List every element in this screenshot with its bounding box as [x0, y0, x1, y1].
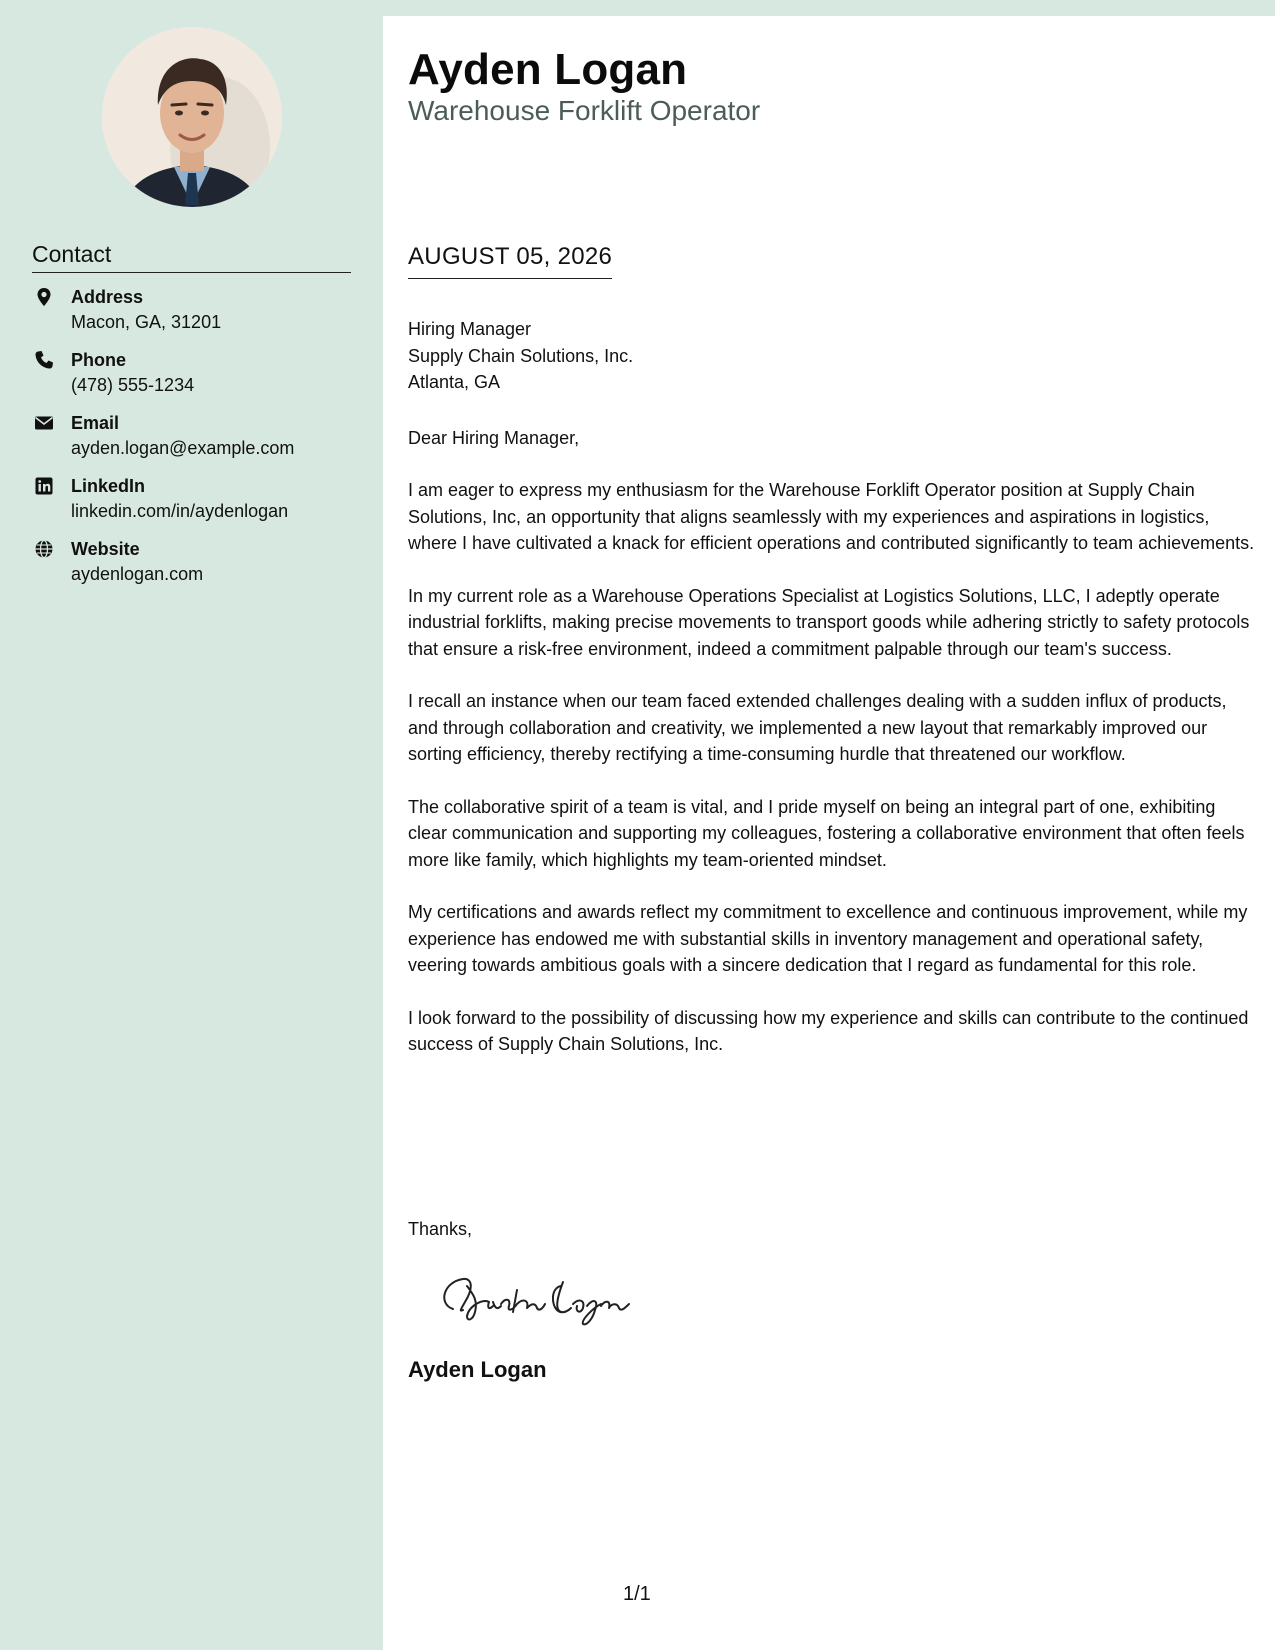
contact-label: Phone [71, 350, 127, 370]
paragraph: My certifications and awards reflect my commitment to excellence and continuous improvement, while my experience has endowed me with substantial skills in inventory management and operational safety, veering towards ambitious goals with a sincere dedication that I regard as fundamental for this role. [408, 902, 1248, 975]
contact-label: Email [71, 413, 120, 433]
paragraph: I am eager to express my enthusiasm for the Warehouse Forklift Operator position at Supply Chain Solutions, Inc, an opportunity that aligns seamlessly with my experiences and aspirations in logistics, where I have cultivated a knack for efficient operations and contributed significantly to team achievements. [408, 480, 1255, 553]
phone-icon [34, 350, 54, 370]
paragraph: I recall an instance when our team faced extended challenges dealing with a sudden influx of products, and through collaboration and creativity, we implemented a new layout that remarkably improved our sorting efficiency, thereby rectifying a time-consuming hurdle that threatened our workflow. [408, 691, 1227, 764]
contact-email [32, 411, 362, 474]
paragraph: In my current role as a Warehouse Operations Specialist at Logistics Solutions, LLC, I adeptly operate industrial forklifts, making precise movements to transport goods while adhering strictly to safety protocols that ensure a risk-free environment, indeed a commitment palpable through our team's success. [408, 585, 1250, 659]
contact-value: (478) 555-1234 [71, 375, 195, 395]
greeting: Dear Hiring Manager, [408, 428, 580, 448]
letter-paragraphs [408, 477, 1258, 1084]
recipient-line: Supply Chain Solutions, Inc. [408, 345, 634, 366]
globe-icon [34, 539, 54, 559]
job-title: Warehouse Forklift Operator [408, 95, 761, 126]
contact-value: linkedin.com/in/aydenlogan [71, 501, 289, 521]
envelope-icon [34, 413, 54, 433]
applicant-name: Ayden Logan [408, 45, 688, 94]
letter-body [383, 16, 1275, 1650]
contact-value: aydenlogan.com [71, 564, 204, 584]
contact-phone [32, 348, 362, 411]
contact-label: LinkedIn [71, 476, 146, 496]
contact-list [32, 285, 362, 600]
letter-date: AUGUST 05, 2026 [408, 242, 612, 279]
contact-value: Macon, GA, 31201 [71, 312, 222, 332]
recipient-line: Atlanta, GA [408, 372, 501, 392]
contact-label: Website [71, 539, 140, 559]
signer-name: Ayden Logan [408, 1357, 547, 1382]
contact-linkedin [32, 474, 362, 537]
closing: Thanks, [408, 1219, 473, 1239]
contact-label: Address [71, 287, 144, 307]
paragraph: The collaborative spirit of a team is vital, and I pride myself on being an integral part of one, exhibiting clear communication and supporting my colleagues, fostering a collaborative environment that often feels more like family, which highlights my team-oriented mindset. [408, 796, 1245, 870]
linkedin-icon [34, 476, 54, 496]
recipient-block [408, 316, 633, 396]
contact-value: ayden.logan@example.com [71, 438, 295, 458]
contact-heading: Contact [32, 240, 351, 273]
paragraph: I look forward to the possibility of discussing how my experience and skills can contribute to the continued success of Supply Chain Solutions, Inc. [408, 1007, 1249, 1054]
contact-website [32, 537, 362, 600]
page-number: 1/1 [623, 1583, 651, 1605]
contact-address [32, 285, 362, 348]
sidebar [0, 0, 383, 1650]
map-pin-icon [34, 287, 54, 307]
avatar [102, 27, 282, 207]
signature-image [433, 1264, 653, 1334]
recipient-line: Hiring Manager [408, 319, 532, 339]
